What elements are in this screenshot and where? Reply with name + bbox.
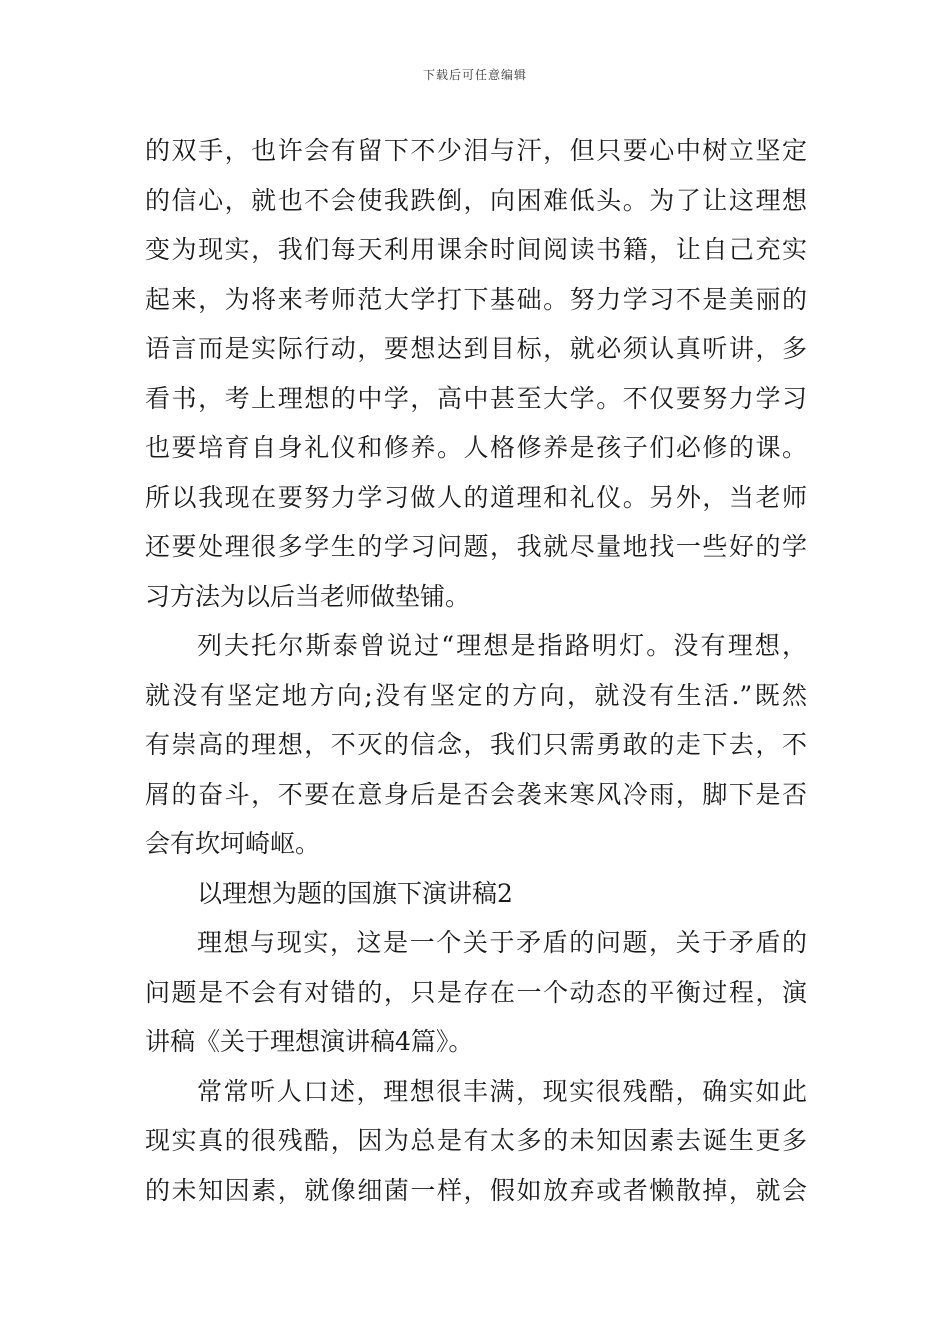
text-line: 看书，考上理想的中学，高中甚至大学。不仅要努力学习 <box>145 383 807 413</box>
text-line: 就没有坚定地方向;没有坚定的方向，就没有生活.”既然 <box>145 680 807 710</box>
text-line: 变为现实，我们每天利用课余时间阅读书籍，让自己充实 <box>145 235 807 264</box>
document-body <box>145 126 807 1215</box>
section-title: 以理想为题的国旗下演讲稿2 <box>197 878 513 908</box>
paragraph-start-line: 列夫托尔斯泰曾说过“理想是指路明灯。没有理想， <box>197 631 807 660</box>
paragraph-start-line: 理想与现实，这是一个关于矛盾的问题，关于矛盾的 <box>197 928 807 957</box>
text-line: 现实真的很残酷，因为总是有太多的未知因素去诞生更多 <box>145 1126 807 1155</box>
text-line: 起来，为将来考师范大学打下基础。努力学习不是美丽的 <box>145 284 807 314</box>
text-line: 屑的奋斗，不要在意身后是否会袭来寒风冷雨，脚下是否 <box>145 779 807 809</box>
text-line: 会有坎坷崎岖。 <box>145 829 321 858</box>
text-line: 还要处理很多学生的学习问题，我就尽量地找一些好的学 <box>145 532 807 561</box>
page-header: 下载后可任意编辑 <box>422 68 527 82</box>
text-line: 所以我现在要努力学习做人的道理和礼仪。另外，当老师 <box>145 482 807 512</box>
text-line: 语言而是实际行动，要想达到目标，就必须认真听讲，多 <box>145 334 807 363</box>
text-line: 的信心，就也不会使我跌倒，向困难低头。为了让这理想 <box>145 185 807 215</box>
text-line: 的双手，也许会有留下不少泪与汗，但只要心中树立坚定 <box>145 136 807 165</box>
text-line: 有崇高的理想，不灭的信念，我们只需勇敢的走下去，不 <box>145 730 807 759</box>
text-line: 习方法为以后当老师做垫铺。 <box>145 581 471 611</box>
text-line: 也要培育自身礼仪和修养。人格修养是孩子们必修的课。 <box>145 433 807 462</box>
text-line: 问题是不会有对错的，只是存在一个动态的平衡过程，演 <box>145 977 807 1007</box>
text-line: 讲稿《关于理想演讲稿4篇》。 <box>145 1027 474 1056</box>
paragraph-start-line: 常常听人口述，理想很丰满，现实很残酷，确实如此 <box>197 1076 807 1106</box>
text-line: 的未知因素，就像细菌一样，假如放弃或者懒散掉，就会 <box>145 1175 807 1205</box>
